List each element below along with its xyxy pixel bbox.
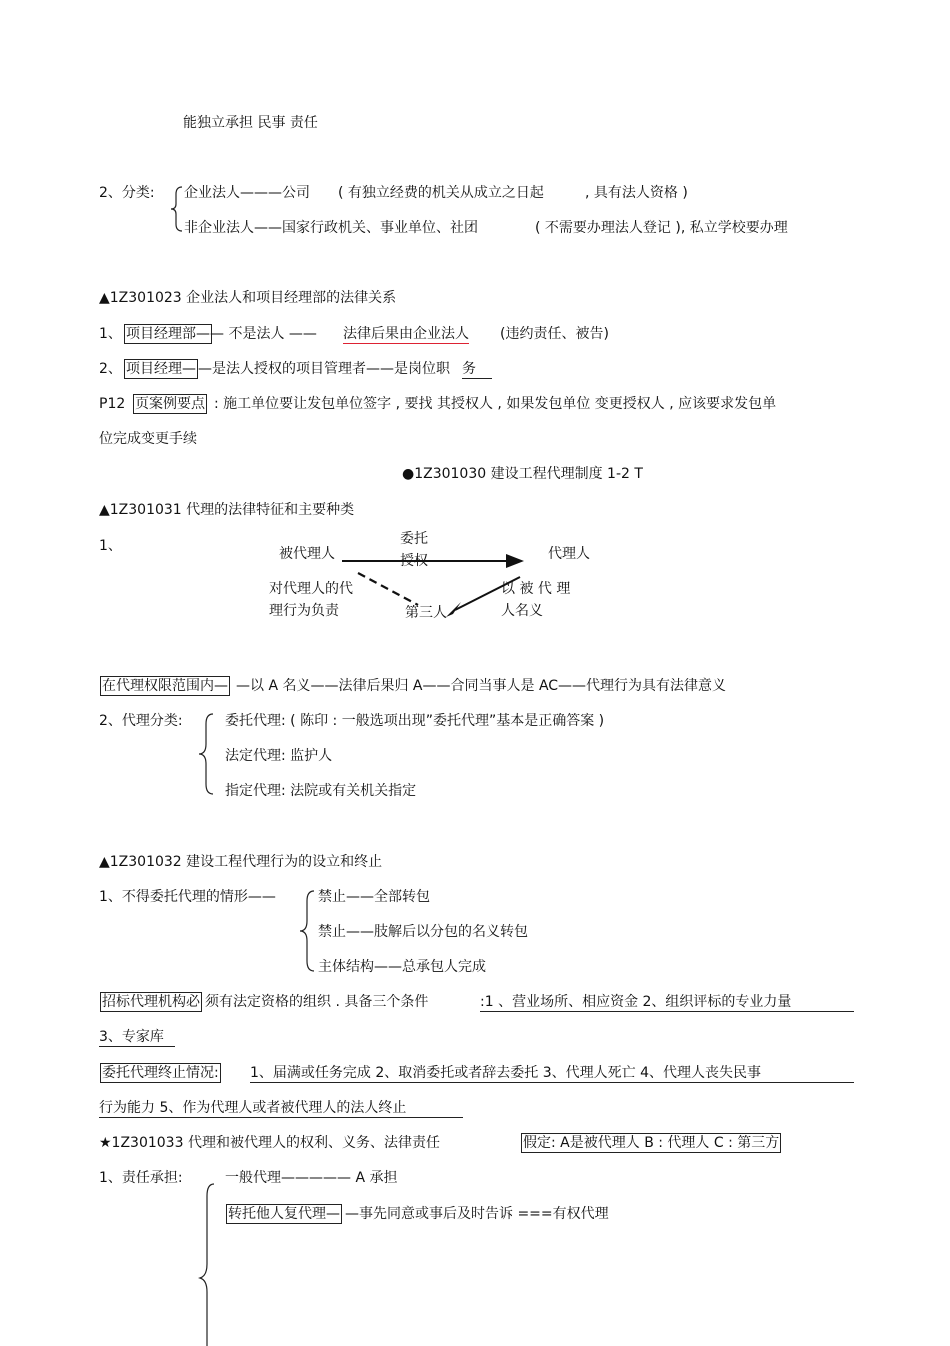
underlined-text: 务 [462, 360, 492, 379]
case-text: 位完成变更手续 [99, 431, 197, 447]
underlined-text: 1、届满或任务完成 2、取消委托或者辞去委托 3、代理人死亡 4、代理人丧失民事 [250, 1064, 854, 1083]
row-text: — 不是法人 —— [210, 326, 317, 342]
diagram-label-responsibility: 对代理人的代 [269, 581, 353, 597]
boxed-term: 项目经理— [126, 361, 196, 377]
no-delegation-item-1: 禁止——全部转包 [318, 889, 430, 905]
agency-type-1: 委托代理: ( 陈印 : 一般选项出现”委托代理”基本是正确答案 ) [225, 713, 605, 729]
agency-diagram-arrows [250, 525, 550, 625]
boxed-term: 在代理权限范围内— [102, 678, 228, 694]
underlined-text: 行为能力 5、作为代理人或者被代理人的法人终止 [99, 1099, 463, 1118]
diagram-label-responsibility: 理行为负责 [269, 603, 339, 619]
scope-text: —以 A 名义——法律后果归 A——合同当事人是 AC——代理行为具有法律意义 [236, 678, 727, 694]
text-line: 能独立承担 民事 责任 [183, 115, 318, 131]
section-heading: ▲1Z301023 企业法人和项目经理部的法律关系 [99, 290, 397, 306]
classification-item-1: 企业法人———公司 [184, 185, 310, 201]
agency-types-label: 2、代理分类: [99, 713, 183, 729]
diagram-label-name: 人名义 [501, 603, 543, 619]
boxed-term: 转托他人复代理— [228, 1206, 340, 1222]
row-number: 2、 [99, 361, 122, 377]
boxed-term: 项目经理部— [126, 326, 210, 342]
section-heading: ▲1Z301032 建设工程代理行为的设立和终止 [99, 854, 383, 870]
boxed-term: 招标代理机构必 [102, 994, 200, 1010]
liability-label: 1、责任承担: [99, 1170, 183, 1186]
classification-label: 2、分类: [99, 185, 155, 201]
classification-item-2: 非企业法人——国家行政机关、事业单位、社团 [184, 220, 478, 236]
arrow-head-icon [506, 554, 524, 568]
underlined-text: 3、专家库 [99, 1028, 175, 1047]
diagram-third-party: 第三人 [405, 605, 447, 621]
row-text: —是法人授权的项目管理者——是岗位职 [198, 361, 450, 377]
row-number: 1、 [99, 326, 122, 342]
brace-icon [197, 712, 215, 796]
page-reference: P12 [99, 396, 126, 412]
section-heading: ★1Z301033 代理和被代理人的权利、义务、法律责任 [99, 1135, 440, 1151]
liability-item-2: —事先同意或事后及时告诉 ===有权代理 [345, 1206, 609, 1222]
agency-type-3: 指定代理: 法院或有关机关指定 [225, 783, 417, 799]
liability-item-1: 一般代理————— A 承担 [225, 1170, 398, 1186]
assumption-box: 假定: A是被代理人 B : 代理人 C : 第三方 [523, 1135, 780, 1151]
no-delegation-label: 1、不得委托代理的情形—— [99, 889, 276, 905]
brace-icon [298, 889, 316, 973]
underlined-text: :1 、营业场所、相应资金 2、组织评标的专业力量 [480, 993, 854, 1012]
diagram-number: 1、 [99, 538, 122, 554]
bidding-text: 须有法定资格的组织 . 具备三个条件 [205, 994, 429, 1010]
diagram-label-authorize: 授权 [400, 553, 428, 569]
diagram-label-authorize: 委托 [400, 531, 428, 547]
chapter-heading: ●1Z301030 建设工程代理制度 1-2 T [402, 466, 643, 482]
boxed-term: 页案例要点 [135, 396, 205, 412]
boxed-term: 委托代理终止情况: [102, 1065, 219, 1081]
no-delegation-item-2: 禁止——肢解后以分包的名义转包 [318, 924, 528, 940]
classification-item-2-note: ( 不需要办理法人登记 ), 私立学校要办理 [535, 220, 788, 236]
agency-type-2: 法定代理: 监护人 [225, 748, 333, 764]
classification-item-1-note: ( 有独立经费的机关从成立之日起 [338, 185, 544, 201]
diagram-label-name: 以 被 代 理 [501, 581, 571, 597]
brace-icon [170, 186, 184, 232]
brace-icon [198, 1182, 216, 1346]
diagram-principal: 被代理人 [279, 546, 335, 562]
diagram-agent: 代理人 [548, 546, 590, 562]
underlined-text: 法律后果由企业法人 [343, 326, 469, 342]
classification-item-1-note-2: , 具有法人资格 ) [585, 185, 688, 201]
arrow-head-icon [446, 602, 461, 617]
no-delegation-item-3: 主体结构——总承包人完成 [318, 959, 486, 975]
row-text: (违约责任、被告) [500, 326, 609, 342]
section-heading: ▲1Z301031 代理的法律特征和主要种类 [99, 502, 355, 518]
case-text: : 施工单位要让发包单位签字 , 要找 其授权人 , 如果发包单位 变更授权人 , 应该要求发包单 [214, 396, 777, 412]
